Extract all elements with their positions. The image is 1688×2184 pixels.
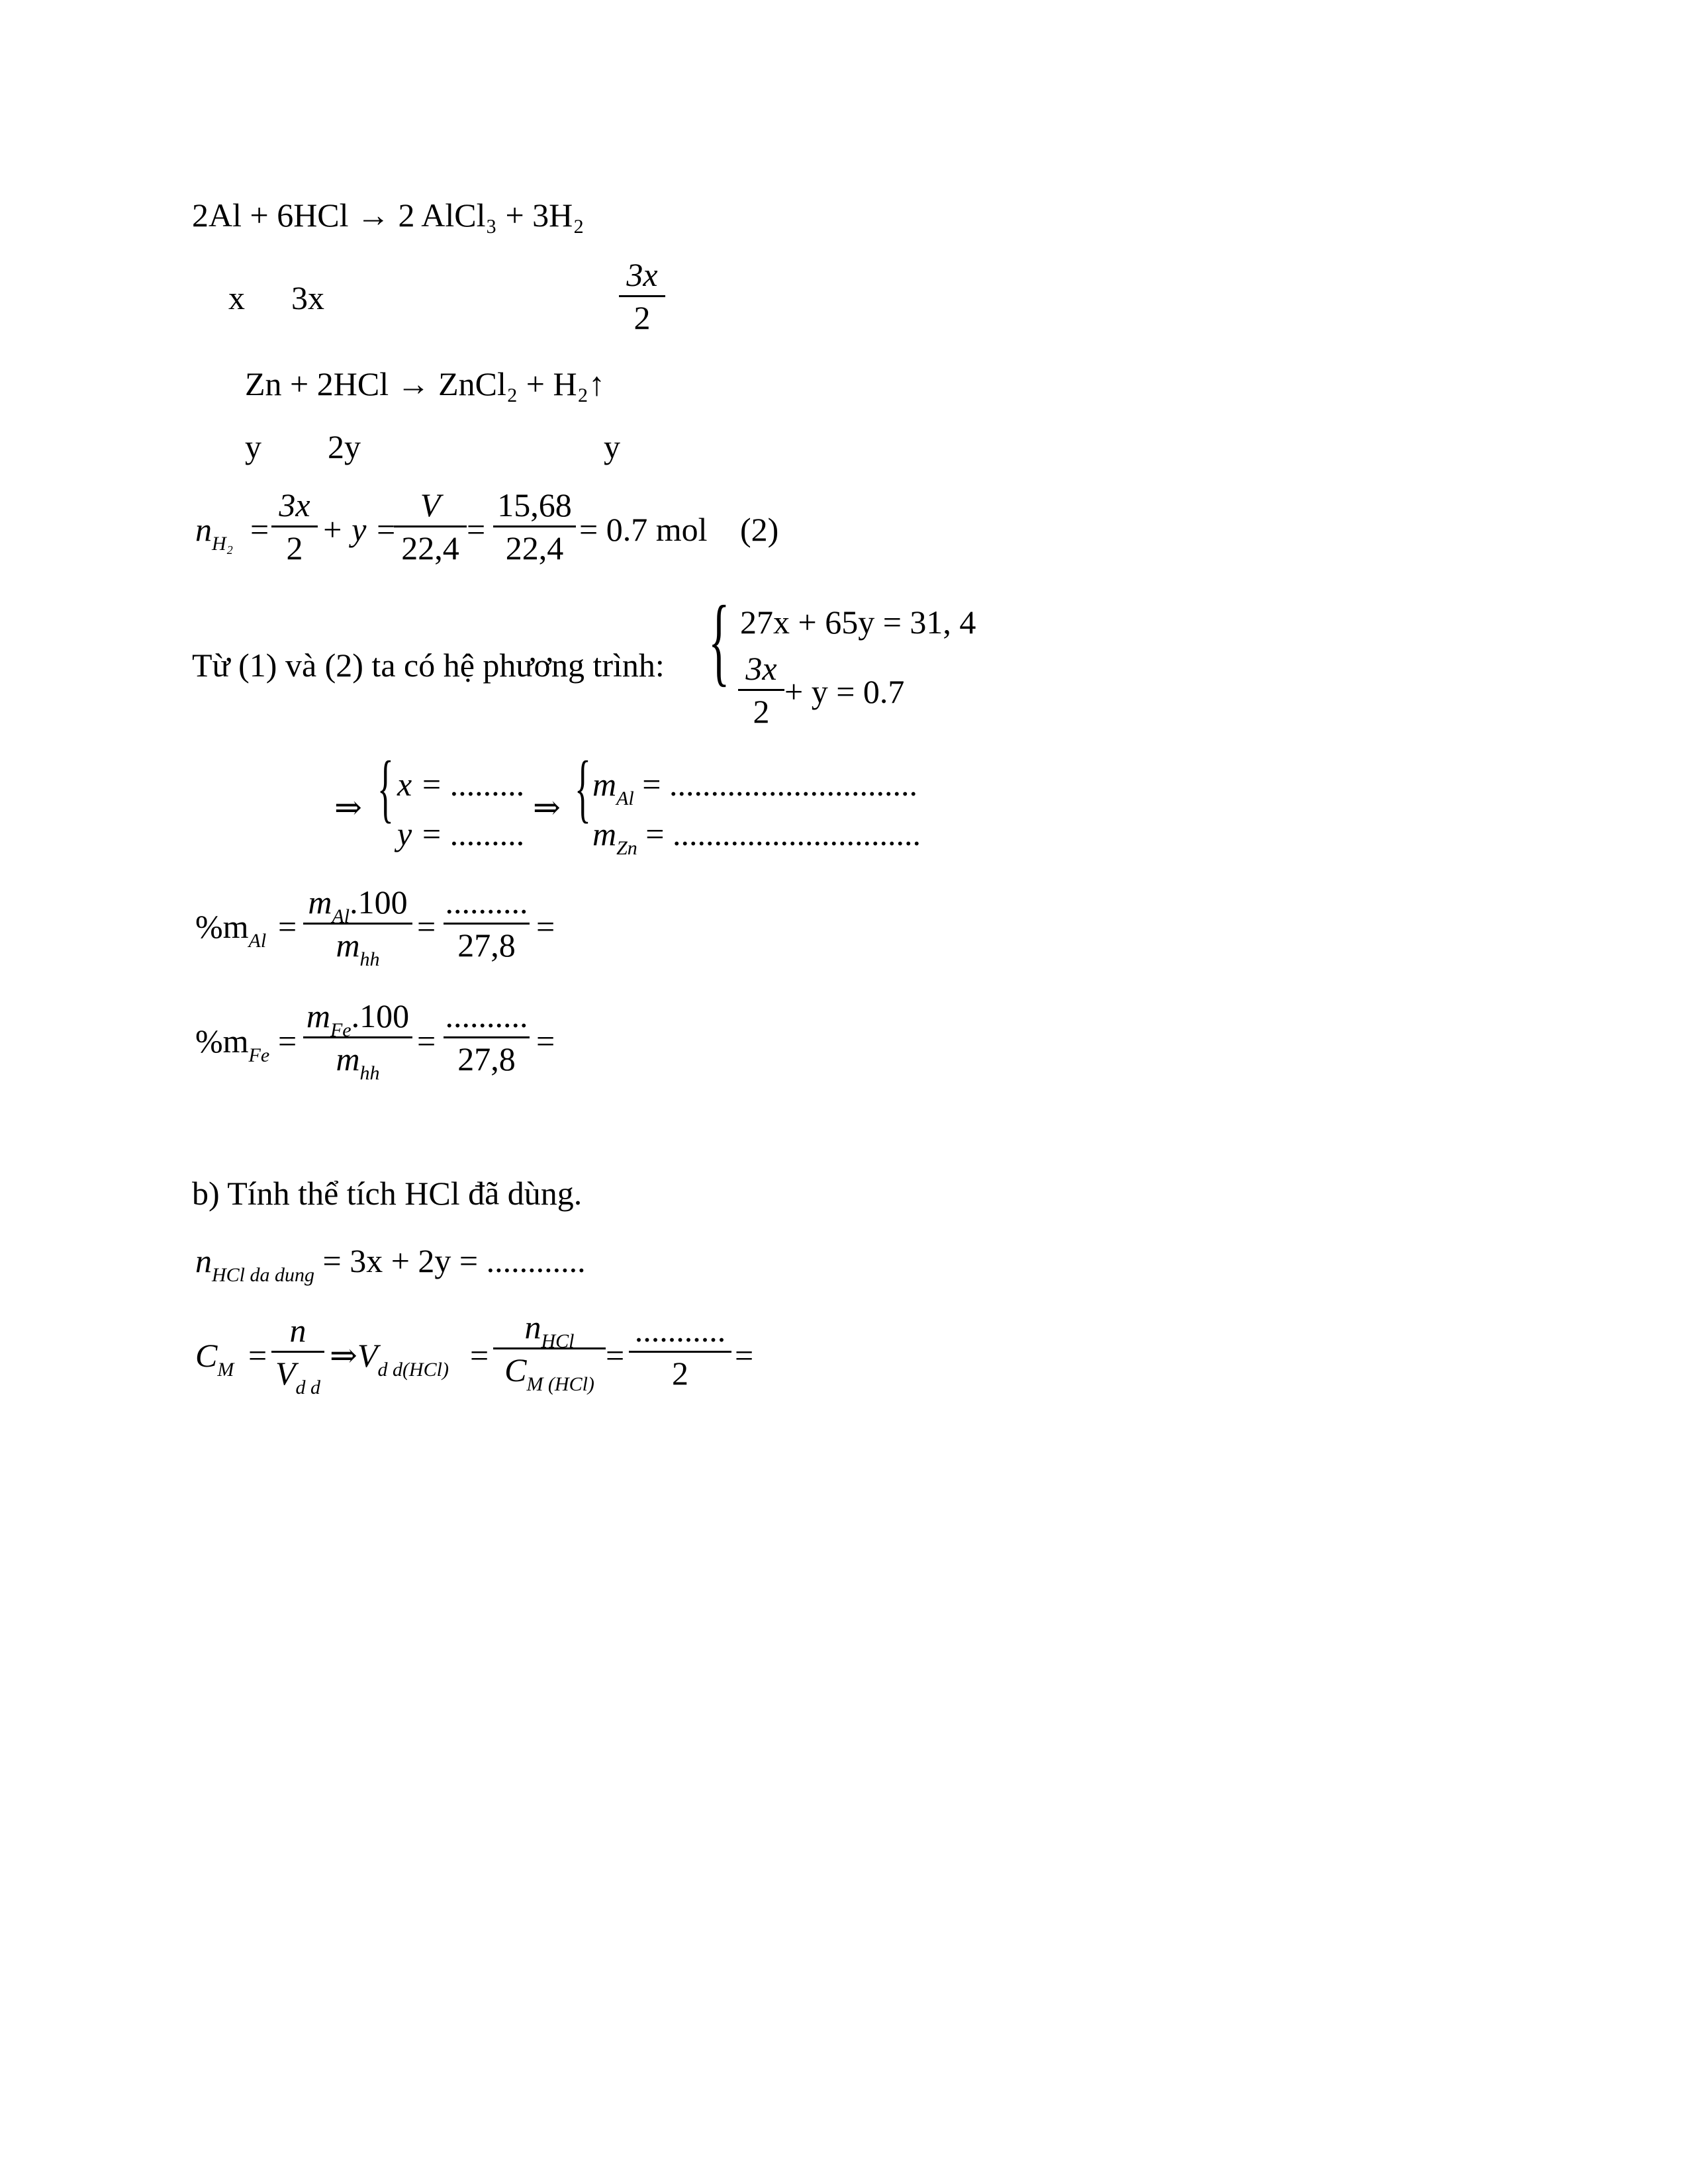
fraction-denominator: $m_{hh}$ [336, 1040, 380, 1084]
fraction-numerator: n [289, 1312, 306, 1349]
fraction-numerator: 3x [745, 650, 777, 687]
system-intro: Từ (1) và (2) ta có hệ phương trình: [192, 647, 665, 684]
percent-fe-equals: = [278, 1023, 297, 1060]
percent-al-value-fraction [444, 886, 530, 962]
fraction-numerator: 15,68 [497, 486, 572, 523]
solution-mass-zn: $m_{Zn}$ = .............................. [592, 815, 921, 859]
fraction-numerator: $m_{Fe}.100$ [306, 997, 410, 1041]
reaction-1-mol-hcl: 3x [291, 279, 324, 316]
equation-label-2: (2) [740, 511, 779, 548]
percent-fe-equals-3: = [536, 1023, 555, 1060]
nh2-equals-2: = [467, 511, 486, 548]
fraction-denominator: $V_{d d}$ [275, 1355, 321, 1398]
solution-y: y = ......... [397, 815, 526, 852]
nh2-equals: = [250, 511, 269, 548]
nh2-plus-y: + y = [321, 511, 397, 548]
left-brace: { [377, 746, 394, 830]
nh2-fraction-1 [271, 488, 318, 565]
cm-label: $C_M$ [195, 1337, 234, 1381]
fraction-numerator: .......... [445, 997, 528, 1034]
percent-fe-value-fraction [444, 999, 530, 1075]
fraction-numerator: .......... [445, 884, 528, 921]
v-dd-hcl: $\Rightarrow V_{d d(HCl)}$ [330, 1337, 449, 1381]
cm-fraction [271, 1312, 324, 1398]
nh2-fraction-2 [394, 488, 467, 565]
left-brace: { [708, 586, 730, 696]
fraction-denominator: 27,8 [457, 1040, 516, 1077]
reaction-1-mol-al: x [228, 279, 245, 316]
fraction-denominator: 22,4 [401, 529, 459, 567]
fraction-numerator: V [420, 486, 441, 523]
v-equals-2: = [606, 1337, 625, 1374]
fraction-numerator: 3x [626, 256, 658, 293]
reaction-1-mol-h2 [619, 258, 665, 334]
system-line-1: 27x + 65y = 31, 4 [740, 604, 976, 641]
v-equals: = [470, 1337, 489, 1374]
fraction-denominator: 2 [633, 299, 651, 336]
n-hcl-used: $n_{HCl da dung} = 3x + 2y$ = ............ [195, 1242, 586, 1286]
nh2-label: $n_{H_2}$ [195, 511, 234, 555]
fraction-denominator: $m_{hh}$ [336, 927, 380, 970]
fraction-numerator: $n_{HCl}$ [524, 1308, 575, 1352]
fraction-denominator: 2 [286, 529, 303, 567]
v-fraction [493, 1308, 606, 1395]
fraction-numerator: $m_{Al}.100$ [308, 884, 408, 927]
percent-fe-equals-2: = [417, 1023, 436, 1060]
reaction-2-mol-zn: y [245, 428, 261, 465]
fraction-denominator: 2 [753, 693, 770, 730]
v-value-fraction [629, 1314, 731, 1390]
nh2-fraction-3 [493, 488, 576, 565]
percent-fe-label: $\%m_{Fe}$ [195, 1023, 270, 1066]
system-line-2-fraction [738, 652, 784, 728]
implies-arrow-1: ⇒ [334, 789, 362, 826]
implies-arrow-2: ⇒ [533, 789, 561, 826]
solution-x: x = ......... [397, 766, 526, 803]
reaction-2-mol-hcl: 2y [328, 428, 361, 465]
left-brace: { [575, 746, 591, 830]
fraction-denominator: $C_{M (HCl)}$ [504, 1351, 594, 1395]
fraction-denominator: 27,8 [457, 927, 516, 964]
percent-al-equals-2: = [417, 908, 436, 945]
fraction-denominator: 2 [672, 1355, 688, 1392]
part-b-heading: b) Tính thể tích HCl đã dùng. [192, 1175, 583, 1212]
fraction-numerator: ........... [634, 1312, 726, 1349]
solution-mass-al: $m_{Al}$ = .............................. [592, 766, 917, 809]
system-line-2-rest: + y = 0.7 [784, 673, 905, 710]
fraction-numerator: 3x [279, 486, 310, 523]
percent-al-label: $\%m_{Al}$ [195, 908, 267, 952]
cm-equals: = [248, 1337, 267, 1374]
percent-al-equals: = [278, 908, 297, 945]
v-equals-3: = [735, 1337, 754, 1374]
reaction-1-equation: 2Al + 6HCl → 2 AlCl₃ + 3H₂ [192, 197, 585, 234]
reaction-2-equation: Zn + 2HCl → ZnCl₂ + H₂↑ [245, 365, 606, 402]
nh2-result: = 0.7 mol [579, 511, 708, 548]
percent-fe-fraction [303, 997, 412, 1084]
percent-al-fraction [303, 884, 412, 970]
fraction-denominator: 22,4 [505, 529, 564, 567]
reaction-2-mol-h2: y [604, 428, 620, 465]
percent-al-equals-3: = [536, 908, 555, 945]
